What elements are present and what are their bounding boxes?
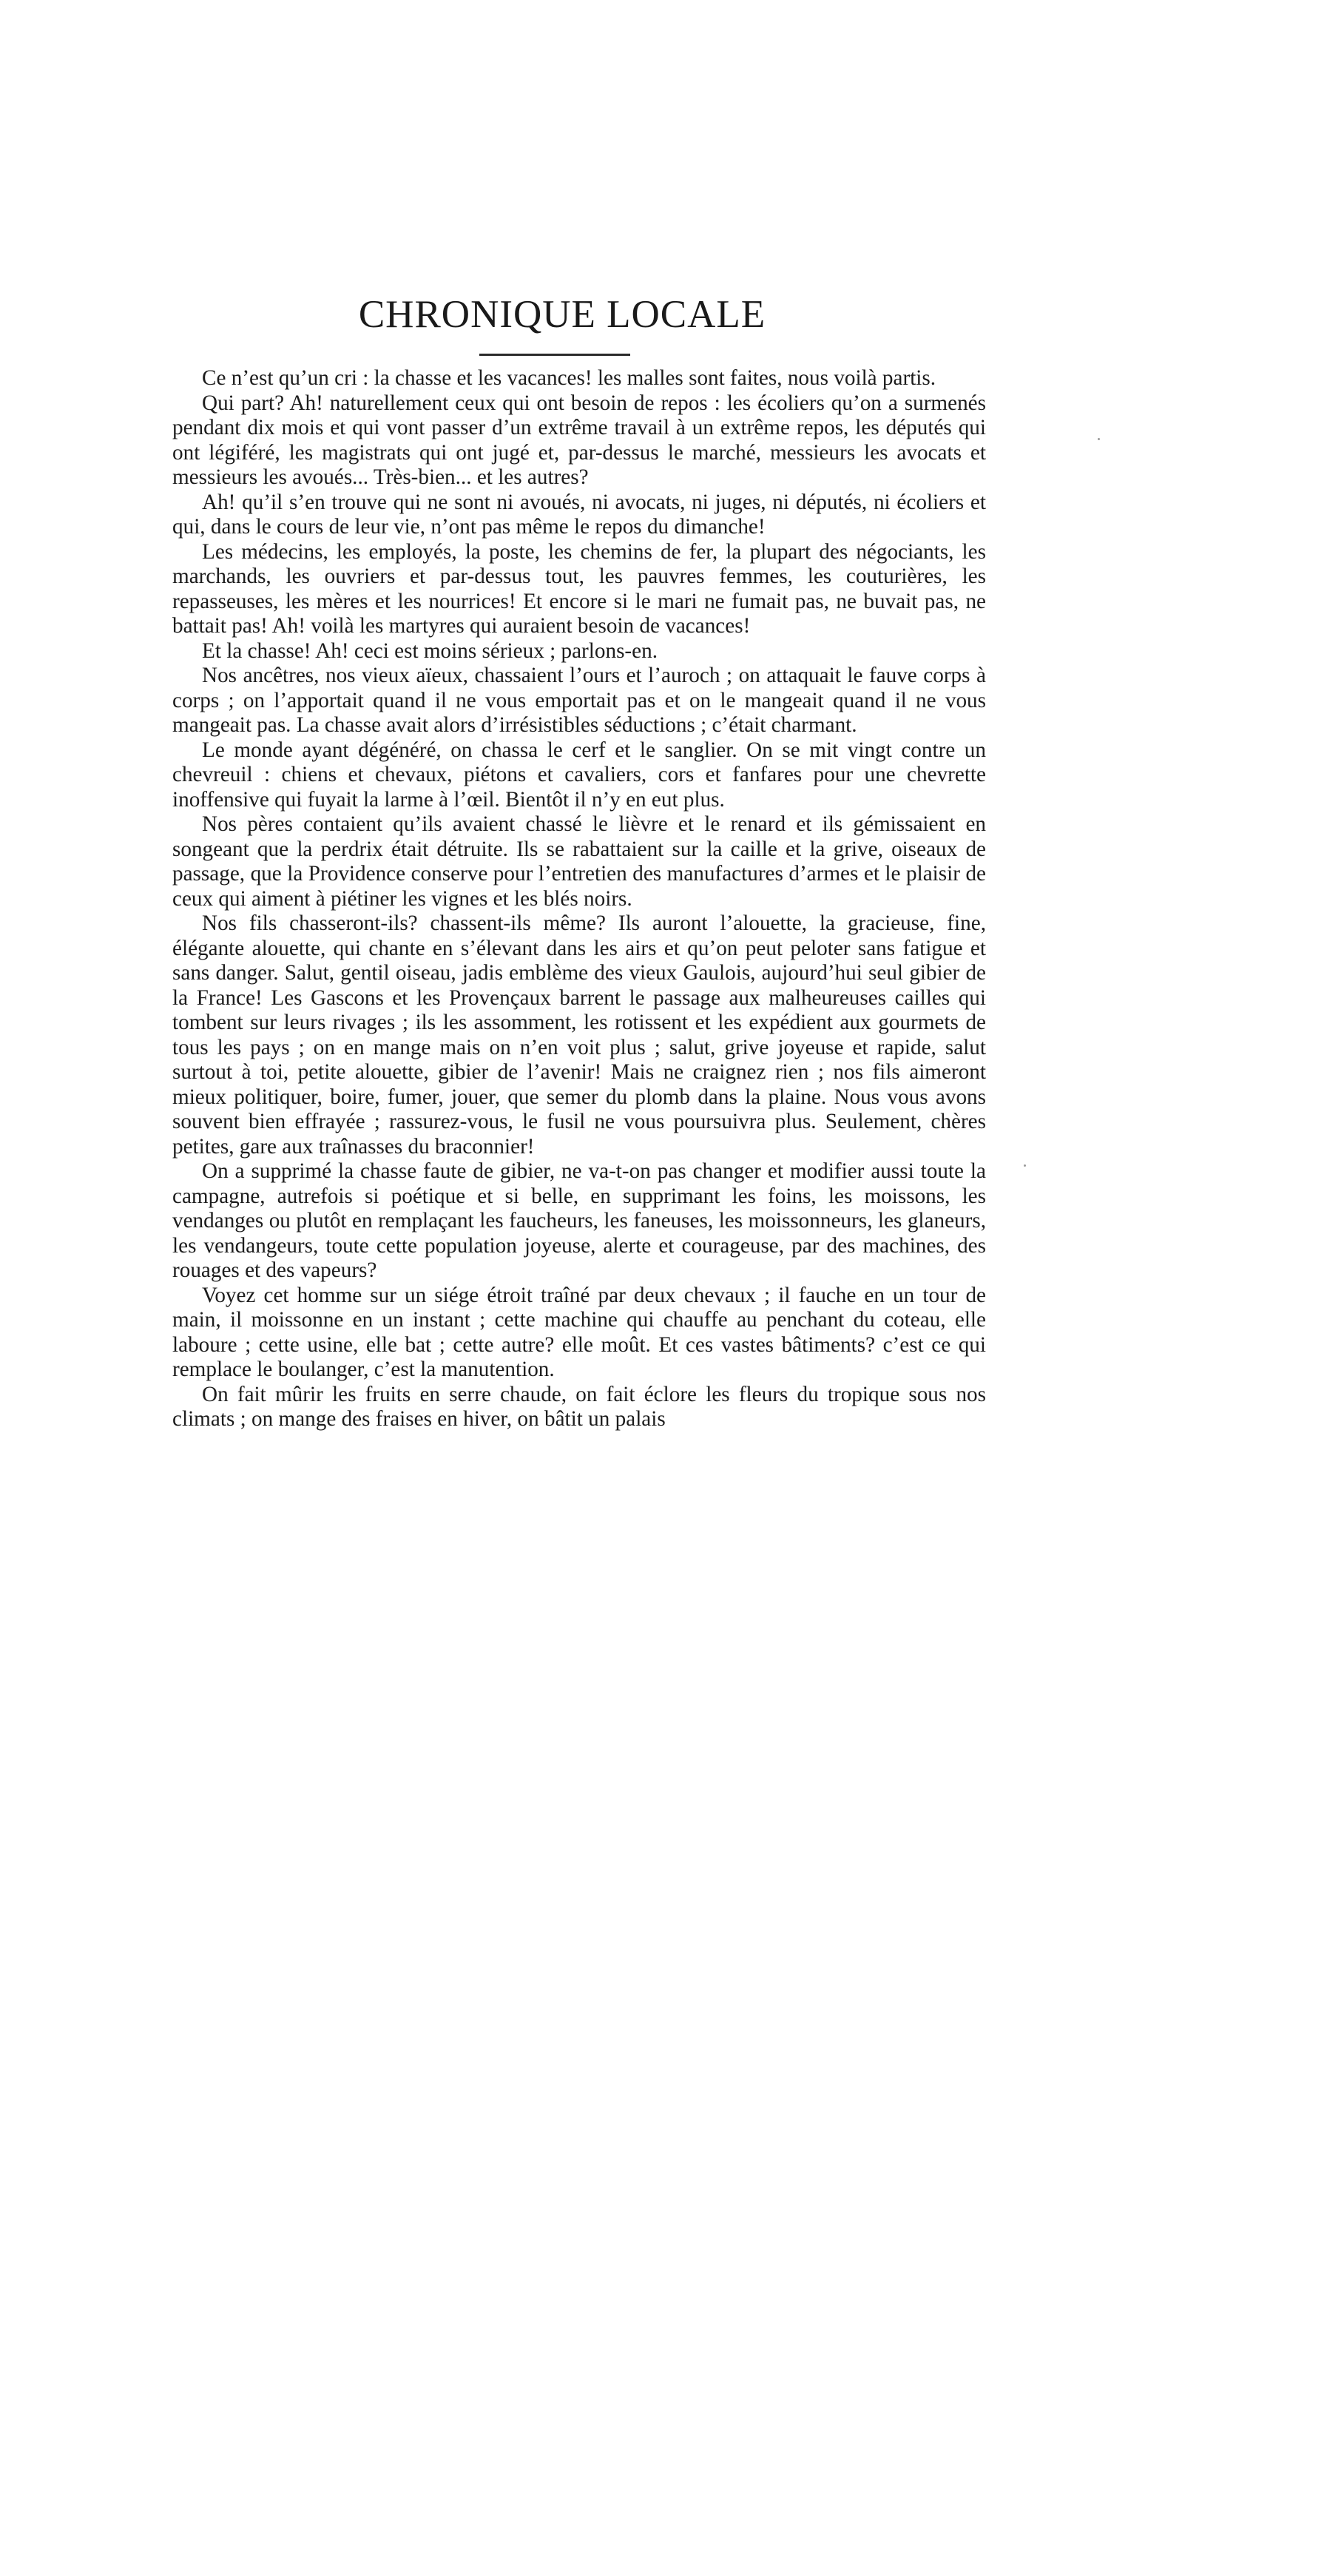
scan-speck	[1098, 438, 1100, 440]
paragraph-2: Qui part? Ah! naturellement ceux qui ont besoin de repos : les écoliers qu’on a surmenés pendant dix mois et qui vont passer d’un extrême travail à un extrême repos, les députés qui ont légiféré, les magistrats qui ont jugé et, par-dessus le marché, messieurs les avocats et messieurs les avoués... Très-bien... et les autres?	[172, 391, 986, 489]
paragraph-1: Ce n’est qu’un cri : la chasse et les vacances! les malles sont faites, nous voilà partis.	[202, 366, 936, 390]
paragraph-10: On a supprimé la chasse faute de gibier, ne va-t-on pas changer et modifier aussi toute la campagne, autrefois si poétique et si belle, en supprimant les foins, les moissons, les vendanges ou plutôt en remplaçant les faucheurs, les faneuses, les moissonneurs, les glaneurs, les vendangeurs, toute cette population joyeuse, alerte et courageuse, par des machines, des rouages et des vapeurs?	[172, 1159, 986, 1282]
paragraph-11: Voyez cet homme sur un siége étroit traîné par deux chevaux ; il fauche en un tour de main, il moissonne en un instant ; cette machine qui chauffe au penchant du coteau, elle laboure ; cette usine, elle bat ; cette autre? elle moût. Et ces vastes bâtiments? c’est ce qui remplace le boulanger, c’est la manutention.	[172, 1283, 986, 1381]
paragraph-9: Nos fils chasseront-ils? chassent-ils même? Ils auront l’alouette, la gracieuse, fine, élégante alouette, qui chante en s’élevant dans les airs et qu’on peut peloter sans fatigue et sans danger. Salut, gentil oiseau, jadis emblème des vieux Gaulois, aujourd’hui seul gibier de la France! Les Gascons et les Provençaux barrent le passage aux malheureuses cailles qui tombent sur leurs rivages ; ils les assomment, les rotissent et les expédient aux gourmets de tous les pays ; on en mange mais on n’en voit plus ; salut, grive joyeuse et rapide, salut surtout à toi, petite alouette, gibier de l’avenir! Mais ne craignez rien ; nos fils aimeront mieux politiquer, boire, fumer, jouer, que semer du plomb dans la plaine. Nous vous avons souvent bien effrayée ; rassurez-vous, le fusil ne vous poursuivra plus. Seulement, chères petites, gare aux traînasses du braconnier!	[172, 911, 986, 1159]
title-underline	[479, 354, 630, 356]
paragraph-3: Ah! qu’il s’en trouve qui ne sont ni avoués, ni avocats, ni juges, ni députés, ni écoliers et qui, dans le cours de leur vie, n’ont pas même le repos du dimanche!	[172, 490, 986, 539]
scan-speck	[1024, 1164, 1026, 1167]
article-body	[172, 366, 986, 1432]
paragraph-6: Nos ancêtres, nos vieux aïeux, chassaient l’ours et l’auroch ; on attaquait le fauve corps à corps ; on l’apportait quand il ne vous emportait pas et on le mangeait quand il ne vous mangeait pas. La chasse avait alors d’irrésistibles séductions ; c’était charmant.	[172, 664, 986, 737]
paragraph-8: Nos pères contaient qu’ils avaient chassé le lièvre et le renard et ils gémissaient en songeant que la perdrix était détruite. Ils se rabattaient sur la caille et la grive, oiseaux de passage, que la Providence conserve pour l’entretien des manufactures d’armes et le plaisir de ceux qui aiment à piétiner les vignes et les blés noirs.	[172, 812, 986, 911]
paragraph-4: Les médecins, les employés, la poste, les chemins de fer, la plupart des négociants, les marchands, les ouvriers et par-dessus tout, les pauvres femmes, les couturières, les repasseuses, les mères et les nourrices! Et encore si le mari ne fumait pas, ne buvait pas, ne battait pas! Ah! voilà les martyres qui auraient besoin de vacances!	[172, 539, 986, 638]
paragraph-5: Et la chasse! Ah! ceci est moins sérieux ; parlons-en.	[202, 638, 658, 663]
article-title: CHRONIQUE LOCALE	[358, 293, 766, 336]
paragraph-12: On fait mûrir les fruits en serre chaude, on fait éclore les fleurs du tropique sous nos climats ; on mange des fraises en hiver, on bâtit un palais	[172, 1382, 986, 1431]
paragraph-7: Le monde ayant dégénéré, on chassa le cerf et le sanglier. On se mit vingt contre un chevreuil : chiens et chevaux, piétons et cavaliers, cors et fanfares pour une chevrette inoffensive qui fuyait la larme à l’œil. Bientôt il n’y en eut plus.	[172, 738, 986, 812]
